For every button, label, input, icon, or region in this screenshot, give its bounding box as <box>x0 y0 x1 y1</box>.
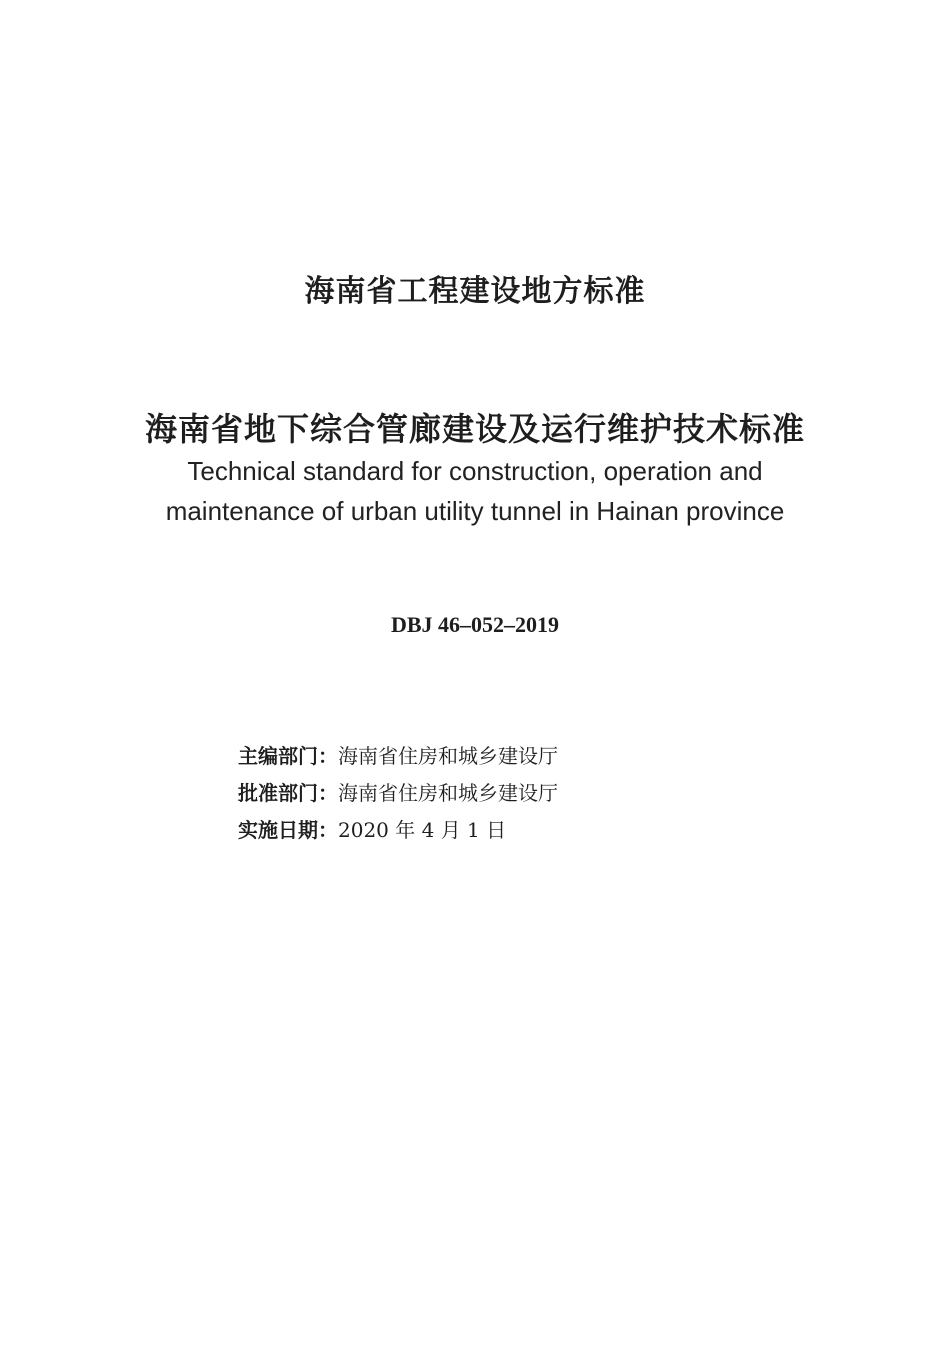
meta-value: 海南省住房和城乡建设厅 <box>338 744 558 768</box>
meta-label: 批准部门： <box>238 781 338 805</box>
english-title-line-2: maintenance of urban utility tunnel in Hainan province <box>165 496 785 526</box>
meta-label: 实施日期： <box>238 818 338 842</box>
main-title: 海南省地下综合管廊建设及运行维护技术标准 <box>144 410 805 448</box>
meta-row-approver <box>238 775 558 812</box>
meta-value: 2020 年 4 月 1 日 <box>338 818 507 842</box>
english-title <box>0 451 950 531</box>
meta-row-effective-date <box>238 812 558 849</box>
meta-block <box>238 738 558 849</box>
meta-label: 主编部门： <box>238 744 338 768</box>
series-title: 海南省工程建设地方标准 <box>304 274 646 309</box>
meta-value: 海南省住房和城乡建设厅 <box>338 781 558 805</box>
standard-code: DBJ 46–052–2019 <box>390 612 560 637</box>
meta-row-editor <box>238 738 558 775</box>
english-title-line-1: Technical standard for construction, operation and <box>187 456 763 486</box>
